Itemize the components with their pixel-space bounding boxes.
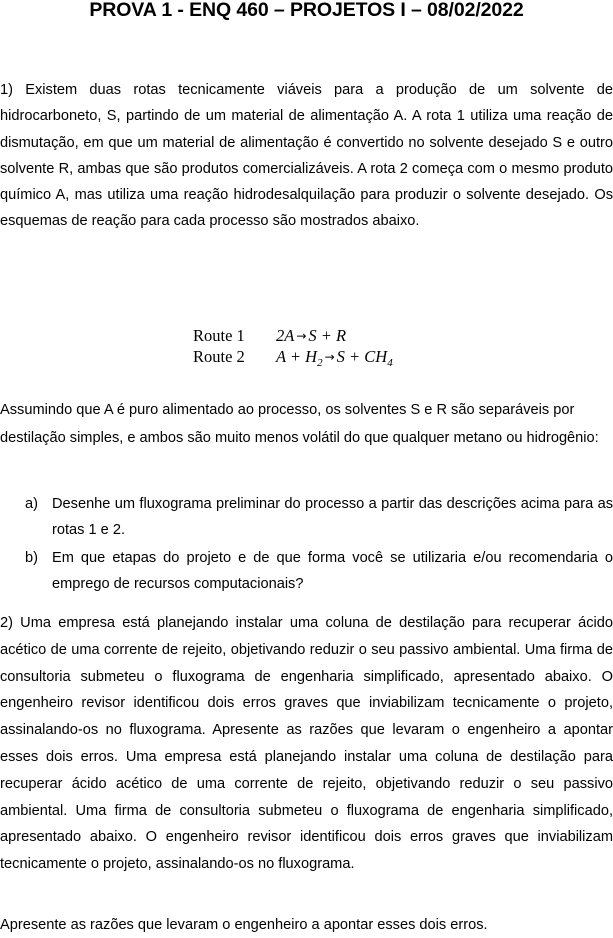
item-b-text: Em que etapas do projeto e de que forma você se utilizaria e/ou recomendaria o emprego de recursos computacionais? (52, 550, 613, 592)
item-a-text: Desenhe um fluxograma preliminar do processo a partir das descrições acima para as rotas 1 e 2. (52, 496, 613, 538)
question-2-last-line: Apresente as razões que levaram o engenheiro a apontar esses dois erros. (0, 917, 488, 933)
item-a-marker: a) (25, 496, 38, 512)
item-b-marker: b) (25, 550, 38, 566)
route-2-reactant-subscript: 2 (317, 357, 323, 369)
route-1-reactants: 2A (276, 326, 295, 345)
exam-title: PROVA 1 - ENQ 460 – PROJETOS I – 08/02/2022 (89, 0, 524, 21)
question-1-assumption: Assumindo que A é puro alimentado ao processo, os solventes S e R são separáveis por destilação simples, e ambos são muito menos volátil do que qualquer metano ou hidrogênio: (0, 402, 599, 446)
route-1-products: S + R (308, 326, 347, 345)
question-2-text: 2) Uma empresa está planejando instalar uma coluna de destilação para recuperar ácido acético de uma corrente de rejeito, objetivando reduzir o seu passivo ambiental. Uma firma de consultoria submeteu o fluxograma de engenharia simplificado, apresentado abaixo. O engenheiro revisor identificou dois erros graves que inviabilizam tecnicamente o projeto, assinalando-os no fluxograma. Apresente as razões que levaram o engenheiro a apontar esses dois erros. Uma empresa está planejando instalar uma coluna de destilação para recuperar ácido acético de uma corrente de rejeito, objetivando reduzir o seu passivo ambiental. Uma firma de consultoria submeteu o fluxograma de engenharia simplificado, apresentado abaixo. O engenheiro revisor identificou dois erros graves que inviabilizam tecnicamente o projeto, assinalando-os no fluxograma. (0, 615, 613, 873)
question-1-intro: 1) Existem duas rotas tecnicamente viáveis para a produção de um solvente de hidrocarboneto, S, partindo de um material de alimentação A. A rota 1 utiliza uma reação de dismutação, em que um material de alimentação é convertido no solvente desejado S e outro solvente R, ambas que são produtos comercializáveis. A rota 2 começa com o mesmo produto químico A, mas utiliza uma reação hidrodesalquilação para produzir o solvente desejado. Os esquemas de reação para cada processo são mostrados abaixo. (0, 82, 613, 230)
route-1-equation (276, 326, 346, 346)
route-2-reactants: A + H (276, 347, 318, 366)
route-2-equation (276, 347, 393, 367)
route-2-product-subscript: 4 (387, 357, 393, 369)
route-2-label: Route 2 (193, 347, 245, 366)
route-1-label: Route 1 (193, 326, 245, 345)
route-2-products: S + CH (336, 347, 388, 366)
reaction-arrow-icon: → (296, 329, 307, 343)
reaction-arrow-icon: → (324, 350, 335, 364)
